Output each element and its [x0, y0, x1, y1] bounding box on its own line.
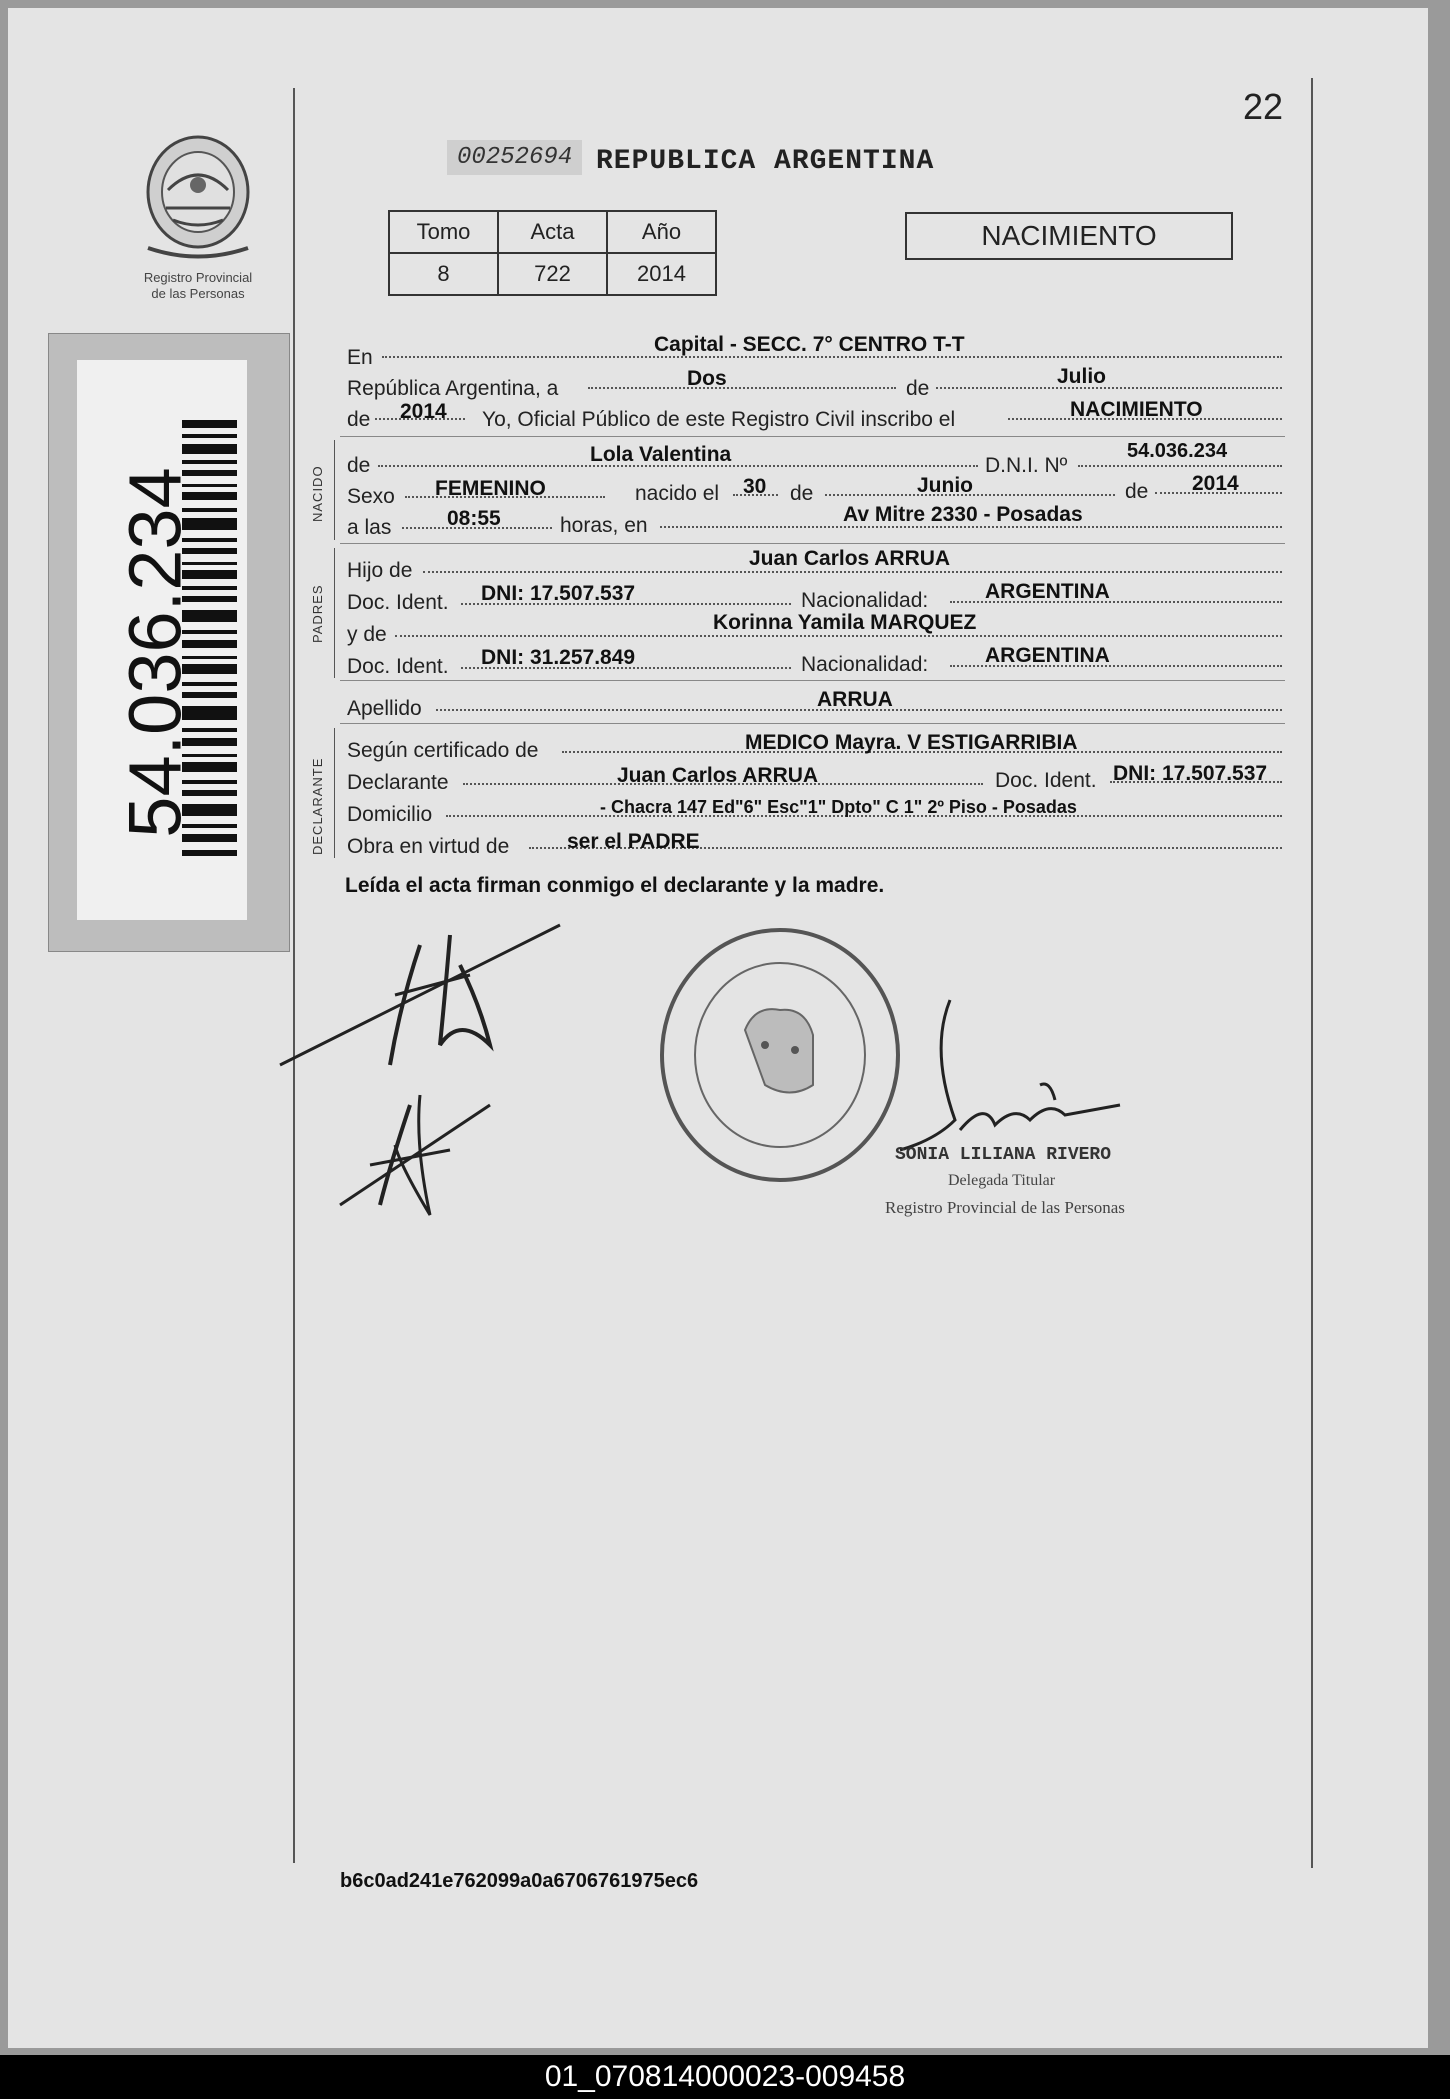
declarante-bracket — [334, 728, 335, 858]
register-header-acta: Acta — [498, 211, 607, 253]
padres-separator — [340, 543, 1285, 544]
official-name: SONIA LILIANA RIVERO — [895, 1145, 1112, 1165]
obra-value: ser el PADRE — [567, 830, 700, 853]
serial-number: 00252694 — [447, 140, 582, 175]
mes-value: Julio — [1057, 365, 1107, 388]
padres-section-label: PADRES — [310, 584, 325, 643]
document-hash: b6c0ad241e762099a0a6706761975ec6 — [340, 1870, 699, 1892]
register-value-row — [389, 253, 716, 295]
register-value-anio: 2014 — [607, 253, 716, 295]
official-title: Delegada Titular — [948, 1172, 1056, 1189]
sexo-label: Sexo — [347, 485, 395, 508]
apellido-value: ARRUA — [817, 688, 893, 711]
a-las-label: a las — [347, 516, 392, 539]
republica-label: República Argentina, a — [347, 377, 559, 400]
decl-label: Declarante — [347, 771, 449, 794]
cert-label: Según certificado de — [347, 739, 539, 762]
padre-line — [423, 571, 1282, 573]
madre-nacionalidad: ARGENTINA — [985, 644, 1110, 667]
dom-label: Domicilio — [347, 803, 433, 826]
register-header-row — [389, 211, 716, 253]
declarante-section-label: DECLARANTE — [310, 757, 325, 855]
decl-value: Juan Carlos ARRUA — [617, 764, 819, 787]
official-office: Registro Provincial de las Personas — [885, 1198, 1125, 1217]
inscribo-value: NACIMIENTO — [1070, 398, 1203, 421]
id-barcode-strip — [48, 333, 290, 952]
nacido-bracket — [334, 440, 335, 540]
register-value-acta: 722 — [498, 253, 607, 295]
declarant-signature-icon — [270, 885, 570, 1245]
nacido-el-label: nacido el — [635, 482, 720, 505]
nacido-de-label2: de — [790, 482, 814, 505]
apellido-separator-top — [340, 680, 1285, 681]
horas-en-label: horas, en — [560, 514, 648, 537]
dia-line — [588, 387, 896, 389]
madre-line — [395, 635, 1282, 637]
nacido-nombre: Lola Valentina — [590, 443, 732, 466]
madre-nombre: Korinna Yamila MARQUEZ — [713, 611, 977, 634]
nacido-de-label3: de — [1125, 480, 1149, 503]
nacido-hora: 08:55 — [447, 507, 501, 530]
cert-value: MEDICO Mayra. V ESTIGARRIBIA — [745, 731, 1078, 754]
dni-label: D.N.I. Nº — [985, 454, 1068, 477]
en-value: Capital - SECC. 7° CENTRO T-T — [654, 333, 965, 356]
province-seal-icon — [128, 130, 268, 265]
nacido-dia: 30 — [743, 475, 767, 498]
de2-label: de — [347, 408, 371, 431]
madre-nac-label: Nacionalidad: — [801, 653, 929, 676]
register-table — [388, 210, 717, 296]
scan-footer-code: 01_070814000023-009458 — [0, 2055, 1450, 2099]
padre-nacionalidad: ARGENTINA — [985, 580, 1110, 603]
nacido-section-label: NACIDO — [310, 465, 325, 522]
nacido-dni: 54.036.234 — [1127, 440, 1228, 462]
dni-line — [1078, 465, 1282, 467]
page-number: 22 — [1243, 86, 1284, 127]
register-header-tomo: Tomo — [389, 211, 498, 253]
padre-nombre: Juan Carlos ARRUA — [749, 547, 951, 570]
registry-logo — [128, 130, 268, 302]
padre-nac-label: Nacionalidad: — [801, 589, 929, 612]
padre-doc: DNI: 17.507.537 — [481, 582, 636, 605]
padre-doc-label: Doc. Ident. — [347, 591, 449, 614]
hijo-de-label: Hijo de — [347, 559, 413, 582]
obra-label: Obra en virtud de — [347, 835, 510, 858]
logo-caption-line2: de las Personas — [151, 286, 245, 301]
decl-doc: DNI: 17.507.537 — [1113, 762, 1268, 785]
nacido-anio: 2014 — [1192, 472, 1239, 495]
de-label: de — [906, 377, 930, 400]
en-label: En — [347, 346, 373, 369]
nacido-sexo: FEMENINO — [435, 477, 546, 500]
apellido-separator-bottom — [340, 723, 1285, 724]
dom-value: - Chacra 147 Ed"6" Esc"1" Dpto" C 1" 2º Piso - Posadas — [600, 797, 1077, 817]
madre-doc: DNI: 31.257.849 — [481, 646, 636, 669]
id-number: 54.036.234 — [113, 467, 197, 838]
register-header-anio: Año — [607, 211, 716, 253]
official-stamp-icon — [655, 925, 905, 1185]
nacido-lugar: Av Mitre 2330 - Posadas — [843, 503, 1083, 526]
y-de-label: y de — [347, 623, 387, 646]
right-margin-line — [1311, 78, 1313, 1868]
inscribo-label: Yo, Oficial Público de este Registro Civil inscribo el — [482, 408, 956, 431]
anio-value: 2014 — [400, 400, 447, 423]
logo-caption-line1: Registro Provincial — [143, 270, 253, 285]
apellido-label: Apellido — [347, 697, 422, 720]
id-card — [77, 360, 247, 920]
madre-doc-label: Doc. Ident. — [347, 655, 449, 678]
nacido-de-label: de — [347, 454, 371, 477]
mes-line — [936, 387, 1282, 389]
record-type-box: NACIMIENTO — [905, 212, 1233, 260]
country-title: REPUBLICA ARGENTINA — [596, 146, 935, 177]
nacido-separator — [340, 436, 1285, 437]
padres-bracket — [334, 548, 335, 678]
closing-statement: Leída el acta firman conmigo el declarante y la madre. — [345, 874, 885, 897]
register-value-tomo: 8 — [389, 253, 498, 295]
dia-value: Dos — [687, 367, 727, 390]
nacido-mes: Junio — [917, 474, 973, 497]
decl-doc-label: Doc. Ident. — [995, 769, 1097, 792]
